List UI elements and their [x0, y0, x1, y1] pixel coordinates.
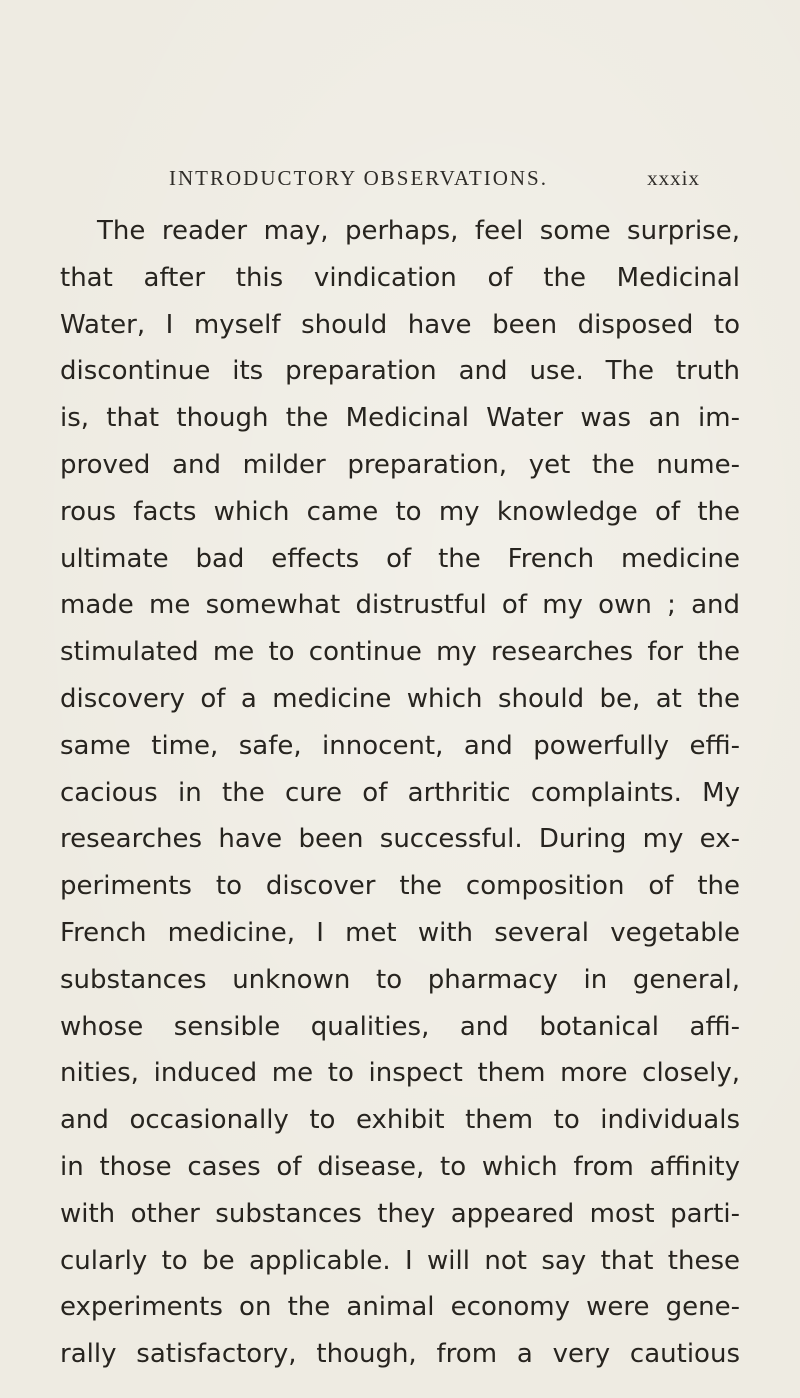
- text-line: Water, I myself should have been disposed to: [60, 309, 740, 340]
- text-line: discontinue its preparation and use. The truth: [60, 356, 740, 387]
- text-line: proved and milder preparation, yet the nume-: [60, 449, 740, 480]
- text-line: experiments on the animal economy were gene-: [60, 1292, 740, 1323]
- running-head: [134, 166, 700, 196]
- text-line: French medicine, I met with several vegetable: [60, 917, 740, 948]
- running-head-title: INTRODUCTORY OBSERVATIONS.: [169, 166, 548, 190]
- text-line: in those cases of disease, to which from affinity: [60, 1151, 740, 1182]
- text-line: periments to discover the composition of the: [60, 871, 740, 902]
- text-line: cularly to be applicable. I will not say that these: [60, 1245, 740, 1276]
- text-line: substances unknown to pharmacy in general,: [60, 964, 740, 995]
- text-line: The reader may, perhaps, feel some surprise,: [97, 216, 740, 246]
- text-line: ultimate bad effects of the French medicine: [60, 543, 740, 574]
- text-line: rally satisfactory, though, from a very cautious: [60, 1339, 740, 1370]
- text-line: stimulated me to continue my researches for the: [60, 637, 740, 668]
- text-line: and occasionally to exhibit them to individuals: [60, 1105, 740, 1136]
- text-line: whose sensible qualities, and botanical affi-: [60, 1011, 740, 1042]
- text-line: researches have been successful. During my ex-: [60, 824, 740, 855]
- text-line: that after this vindication of the Medicinal: [60, 262, 740, 293]
- text-line: is, that though the Medicinal Water was an im-: [60, 403, 740, 434]
- text-line: nities, induced me to inspect them more closely,: [60, 1058, 740, 1089]
- text-line: discovery of a medicine which should be, at the: [60, 683, 740, 714]
- body-text: [60, 208, 740, 1378]
- text-line: cacious in the cure of arthritic complaints. My: [60, 777, 740, 808]
- page-number: xxxix: [647, 166, 700, 190]
- text-line: with other substances they appeared most parti-: [60, 1198, 740, 1229]
- text-line: rous facts which came to my knowledge of the: [60, 496, 740, 527]
- text-line: made me somewhat distrustful of my own ; and: [60, 590, 740, 621]
- text-line: same time, safe, innocent, and powerfully effi-: [60, 730, 740, 761]
